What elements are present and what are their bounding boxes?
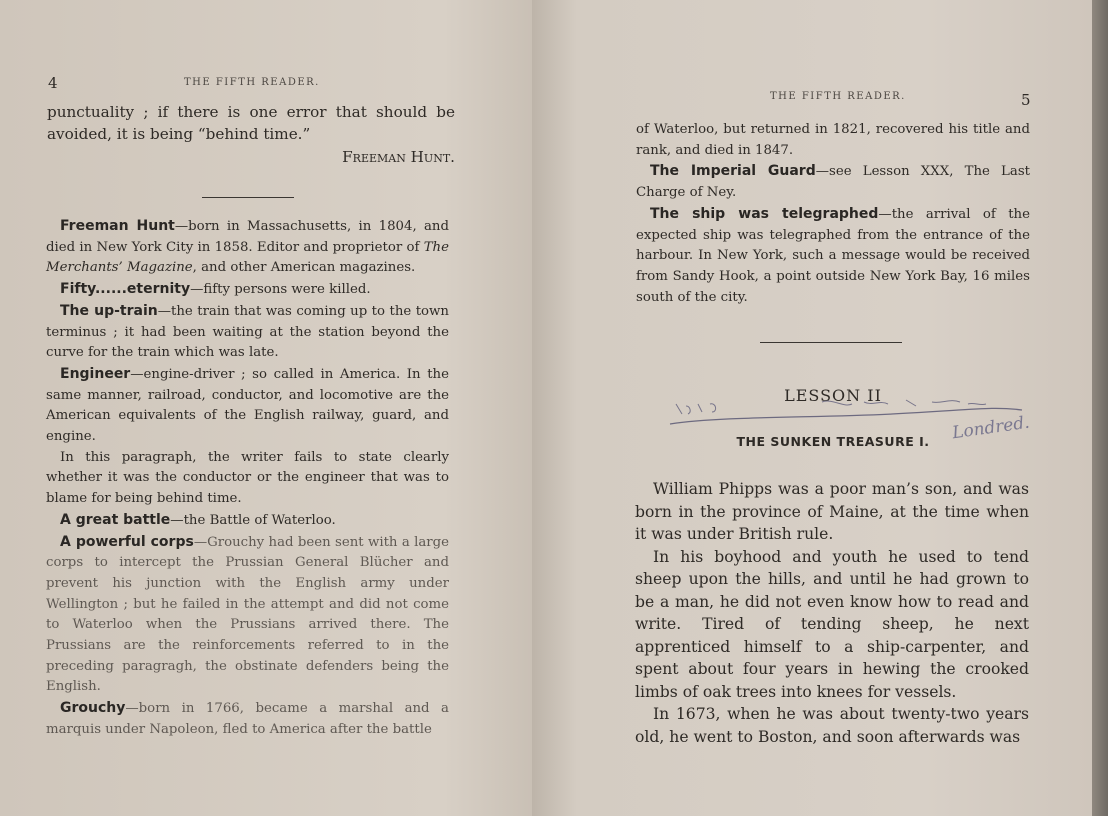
note-engineer: Engineer—engine-driver ; so called in America. In the same manner, railroad, conductor, and locomotive are the American equivalents of the English railway, guard, and engine. (46, 365, 449, 445)
note-powerful-corps: A powerful corps—Grouchy had been sent with a large corps to intercept the Prussian General Blücher and prevent his junction with the English army under Wellington ; but he failed in the attempt and did not come to Waterloo when the Prussians arrived there. The Prussians are the reinforcements referred to in the preceding paragragh, the obstinate defenders being the English. (46, 533, 449, 695)
note-grouchy: Grouchy—born in 1766, became a marshal and a marquis under Napoleon, fled to America after the battle (46, 700, 449, 737)
left-page-number: 4 (48, 74, 58, 92)
right-notes (636, 120, 1030, 308)
note-great-battle: A great battle—the Battle of Waterloo. (60, 511, 336, 528)
quote-line-2: avoided, it is being “behind time.” (47, 125, 311, 144)
note-paragraph-remark: In this paragraph, the writer fails to state clearly whether it was the conductor or the engineer that was to blame for being behind time. (46, 449, 449, 507)
body-paragraph-2: In his boyhood and youth he used to tend sheep upon the hills, and until he had grown to be a man, he did not even know how to read and write. Tired of tending sheep, he next apprenticed himself to a ship-carpenter, and spent about four years in hewing the crooked limbs of oak trees into knees for vessels. (635, 547, 1029, 701)
right-page (532, 0, 1092, 816)
note-up-train: The up-train—the train that was coming up to the town terminus ; it had been waiting at the station beyond the curve for the train which was late. (46, 302, 449, 361)
note-grouchy-cont: of Waterloo, but returned in 1821, recovered his title and rank, and died in 1847. (636, 122, 1030, 158)
note-freeman-hunt: Freeman Hunt—born in Massachusetts, in 1804, and died in New York City in 1858. Editor and proprietor of The Merchants’ Magazine, and other American magazines. (46, 218, 449, 276)
note-fifty-eternity: Fifty......eternity—fifty persons were killed. (60, 281, 371, 298)
left-running-head: THE FIFTH READER. (184, 77, 320, 88)
right-running-head: THE FIFTH READER. (770, 91, 906, 102)
lesson-divider (760, 342, 902, 343)
quote-ending (47, 101, 455, 168)
body-paragraph-1: William Phipps was a poor man’s son, and was born in the province of Maine, at the time when it was under British rule. (635, 480, 1029, 543)
quote-line-1: punctuality ; if there is one error that should be (47, 103, 455, 121)
note-imperial-guard: The Imperial Guard—see Lesson XXX, The Last Charge of Ney. (636, 163, 1030, 201)
left-page (0, 0, 530, 816)
quote-signature: Freeman Hunt. (342, 147, 455, 166)
right-page-number: 5 (1021, 91, 1031, 109)
pencil-handwriting: Londred. (950, 412, 1031, 444)
note-ship-telegraphed: The ship was telegraphed—the arrival of the expected ship was telegraphed from the entrance of the harbour. In New York, such a message would be received from Sandy Hook, a point outside New York Bay, 16 miles south of the city. (636, 205, 1030, 305)
section-divider (202, 197, 294, 198)
left-notes (46, 216, 449, 741)
lesson-subtitle: THE SUNKEN TREASURE I. (736, 434, 930, 449)
lesson-title: LESSON II (784, 386, 882, 405)
lesson-body (635, 478, 1029, 748)
body-paragraph-3: In 1673, when he was about twenty-two years old, he went to Boston, and soon afterwards was (635, 705, 1029, 746)
book-right-edge (1092, 0, 1108, 816)
